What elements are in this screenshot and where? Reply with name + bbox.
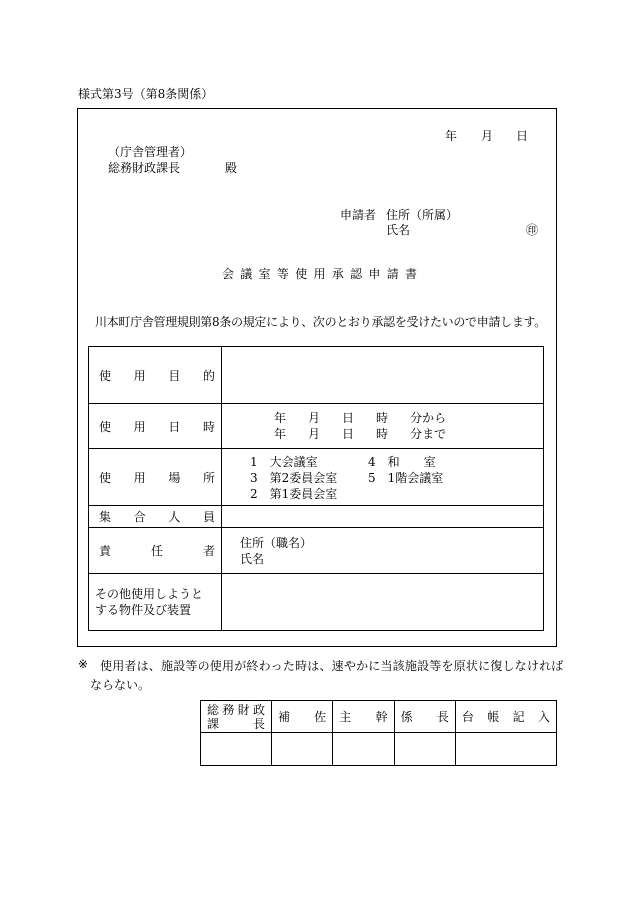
- place-label: 使用場所: [89, 449, 222, 506]
- people-label: 集合人員: [89, 506, 222, 528]
- to-minute: 分まで: [410, 427, 447, 441]
- approval-col-ledger: 台帳記入: [455, 701, 556, 733]
- row-datetime: [89, 404, 544, 449]
- place-option-4[interactable]: 4 和 室: [368, 455, 436, 469]
- approval-col-section-head: 係長: [394, 701, 455, 733]
- place-option-1[interactable]: 1 大会議室: [250, 455, 318, 469]
- addressee-honorific: 殿: [225, 161, 238, 175]
- other-field[interactable]: [222, 574, 544, 631]
- to-year: 年: [274, 427, 287, 441]
- approval-col-assistant: 補佐: [272, 701, 333, 733]
- purpose-field[interactable]: [222, 347, 544, 404]
- row-place: [89, 449, 544, 506]
- date-year: 年: [445, 129, 458, 143]
- datetime-to-line: [274, 426, 446, 442]
- note-mark: ※: [78, 657, 89, 671]
- row-other: [89, 574, 544, 631]
- to-month: 月: [308, 427, 321, 441]
- place-option-3[interactable]: 3 第2委員会室: [250, 471, 338, 485]
- stamp-assistant[interactable]: [272, 733, 333, 766]
- responsible-field[interactable]: [222, 528, 544, 574]
- seal-mark: ㊞: [526, 223, 539, 237]
- note-line2: ならない。: [90, 678, 151, 692]
- responsible-name-label: 氏名: [240, 551, 265, 566]
- approval-table: [200, 700, 557, 766]
- datetime-from-line: [274, 410, 446, 426]
- note-line1: 使用者は、施設等の使用が終わった時は、速やかに当該施設等を原状に復しなければ: [100, 659, 564, 673]
- to-hour: 時: [376, 427, 389, 441]
- approval-col-manager: [201, 701, 272, 733]
- place-option-2[interactable]: 2 第1委員会室: [250, 487, 338, 501]
- stamp-section-head[interactable]: [394, 733, 455, 766]
- applicant-name-label: 氏名: [386, 223, 411, 237]
- place-options: [222, 449, 544, 506]
- from-hour: 時: [376, 411, 389, 425]
- responsible-label: 責任者: [89, 528, 222, 574]
- date-day: 日: [516, 129, 529, 143]
- to-day: 日: [342, 427, 355, 441]
- other-label-line1: その他使用しようと: [95, 587, 204, 601]
- application-table: [88, 346, 544, 631]
- addressee-title: 総務財政課長: [108, 161, 181, 175]
- approval-col-chief: 主幹: [333, 701, 394, 733]
- stamp-ledger[interactable]: [455, 733, 556, 766]
- addressee-role: （庁舎管理者）: [108, 145, 193, 159]
- place-option-5[interactable]: 5 1階会議室: [368, 471, 444, 485]
- manager-label-line2: 課長: [207, 716, 265, 731]
- from-month: 月: [308, 411, 321, 425]
- other-label: [89, 574, 222, 631]
- manager-label-line1: 総務財政: [207, 702, 265, 717]
- from-minute: 分から: [410, 411, 447, 425]
- intro-text: 川本町庁舎管理規則第8条の規定により、次のとおり承認を受けたいので申請します。: [95, 315, 546, 329]
- row-people: [89, 506, 544, 528]
- datetime-label: 使用日時: [89, 404, 222, 449]
- date-month: 月: [481, 129, 494, 143]
- form-number: 様式第3号（第8条関係）: [78, 87, 214, 101]
- approval-header-row: [201, 701, 557, 733]
- from-year: 年: [274, 411, 287, 425]
- document-title: 会議室等使用承認申請書: [222, 267, 424, 281]
- responsible-address-label: 住所（職名）: [240, 535, 313, 550]
- purpose-label: 使用目的: [89, 347, 222, 404]
- row-purpose: [89, 347, 544, 404]
- row-responsible: [89, 528, 544, 574]
- applicant-label: 申請者: [340, 208, 377, 222]
- stamp-chief[interactable]: [333, 733, 394, 766]
- other-label-line2: する物件及び装置: [95, 603, 192, 617]
- datetime-field[interactable]: [222, 404, 544, 449]
- from-day: 日: [342, 411, 355, 425]
- place-options-list: [250, 454, 443, 502]
- people-field[interactable]: [222, 506, 544, 528]
- applicant-address-label: 住所（所属）: [386, 208, 459, 222]
- stamp-manager[interactable]: [201, 733, 272, 766]
- approval-stamp-row: [201, 733, 557, 766]
